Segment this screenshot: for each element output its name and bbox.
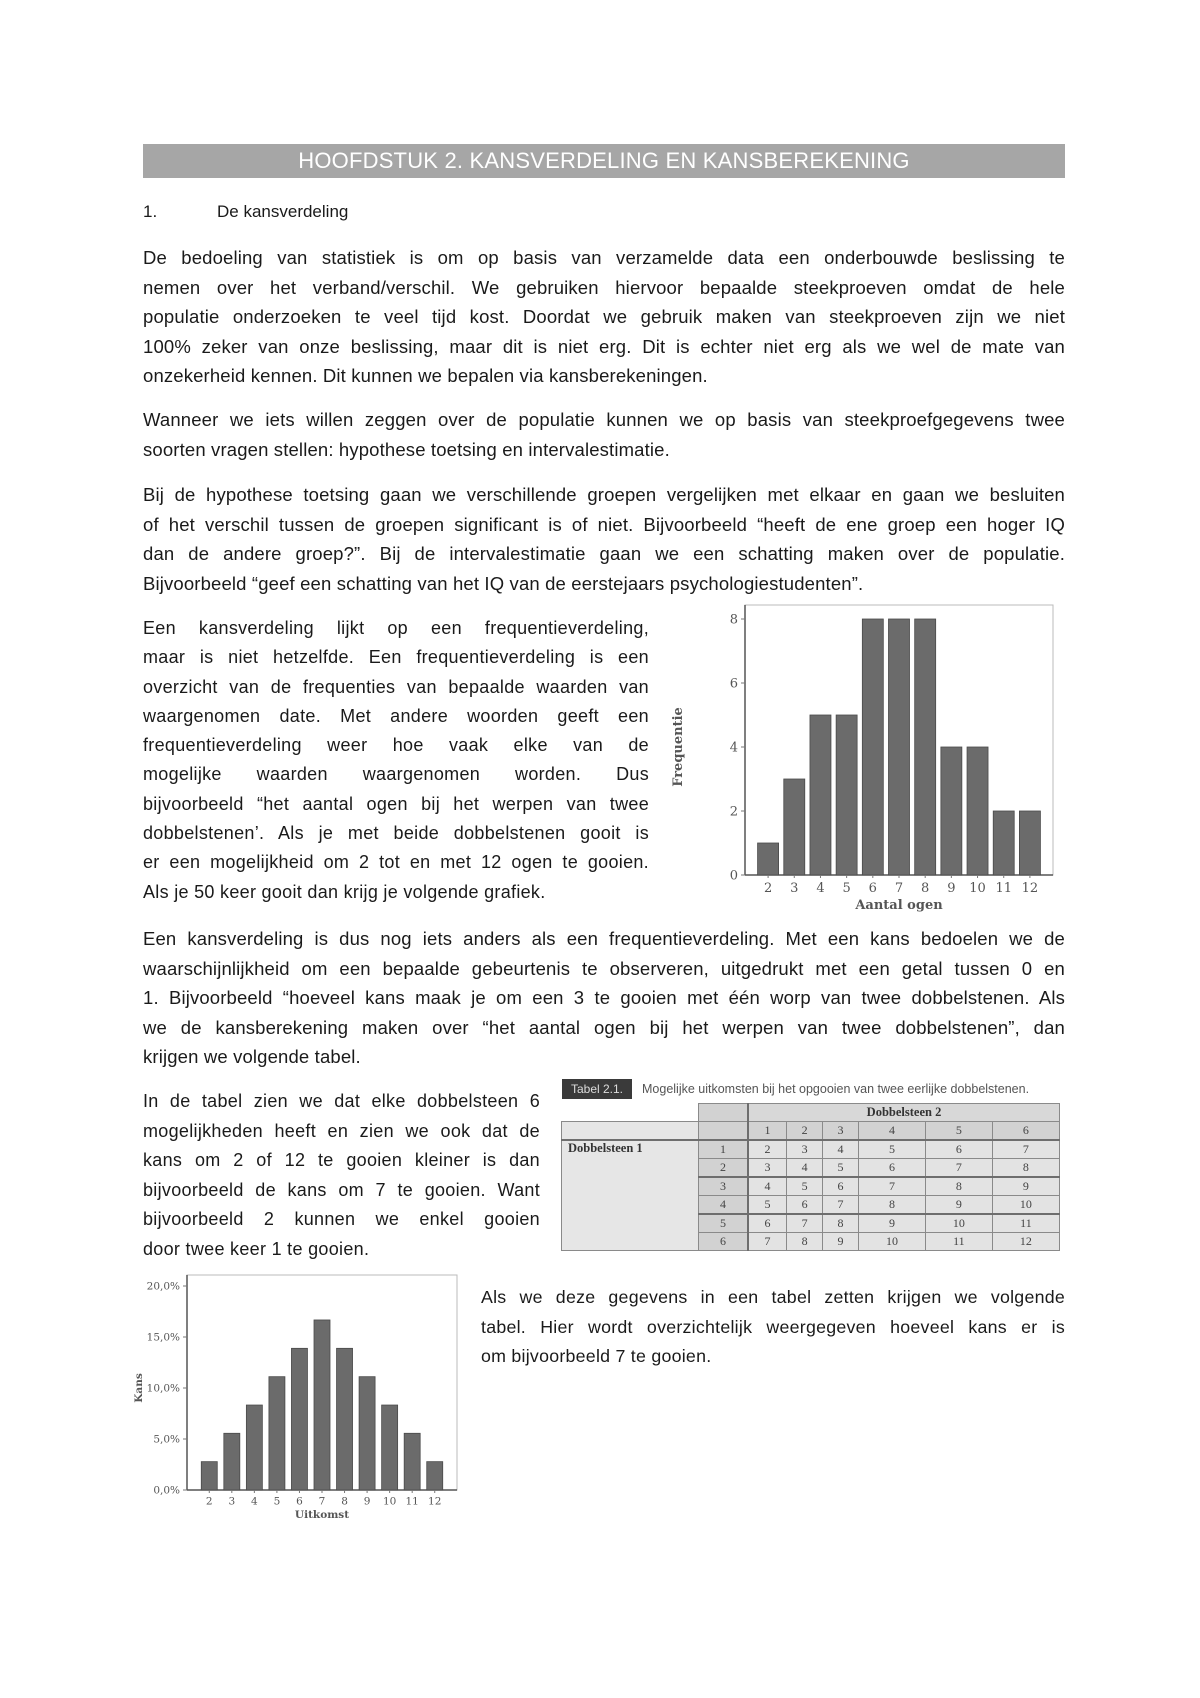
paragraph-line: soorten vragen stellen: hypothese toetsing en intervalestimatie.: [143, 438, 670, 460]
row-header: 3: [699, 1177, 749, 1196]
paragraph-line: kans om 2 of 12 te gooien kleiner is dan: [143, 1150, 540, 1170]
paragraph-line: waarschijnlijkheid om een bepaalde gebeurtenis te observeren, uitgedrukt met een getal tussen 0 en: [143, 957, 1065, 979]
x-tick-label: 5: [273, 1495, 281, 1508]
x-tick-label: 4: [816, 881, 825, 896]
x-tick-label: 12: [428, 1495, 442, 1508]
table-cell: 8: [823, 1214, 859, 1233]
x-tick-label: 9: [363, 1495, 371, 1508]
table-cell: 7: [992, 1140, 1059, 1159]
table-empty-cell: [562, 1122, 699, 1141]
table-cell: 4: [748, 1177, 787, 1196]
table-column-header-row: [562, 1122, 1060, 1141]
column-group-header: Dobbelsteen 2: [748, 1104, 1060, 1122]
table-cell: 4: [787, 1159, 823, 1178]
bar-6: [291, 1348, 307, 1490]
paragraph-line: frequentieverdeling weer hoe vaak elke van de: [143, 735, 649, 756]
paragraph-line: maar is niet hetzelfde. Een frequentieverdeling is een: [143, 647, 649, 668]
row-header: 5: [699, 1214, 749, 1233]
table-row: [562, 1140, 1060, 1159]
bar-6: [862, 619, 883, 875]
table-corner-cell: [562, 1104, 699, 1122]
bar-9: [941, 747, 962, 875]
table-cell: 2: [748, 1140, 787, 1159]
paragraph-line: Wanneer we iets willen zeggen over de populatie kunnen we op basis van steekproefgegevens twee: [143, 409, 1065, 430]
y-tick-label: 20,0%: [146, 1280, 180, 1293]
table-cell: 7: [748, 1233, 787, 1251]
table-cell: 6: [823, 1177, 859, 1196]
y-tick-label: 10,0%: [146, 1382, 180, 1395]
table-cell: 3: [787, 1140, 823, 1159]
table-cell: 9: [859, 1214, 926, 1233]
bar-7: [314, 1320, 330, 1490]
paragraph-line: Bijvoorbeeld “geef een schatting van het IQ van de eerstejaars psychologiestudenten”.: [143, 572, 864, 594]
section-title: De kansverdeling: [217, 202, 349, 221]
paragraph-line: bijvoorbeeld “het aantal ogen bij het werpen van twee: [143, 793, 649, 814]
table-label: Tabel 2.1.: [562, 1079, 632, 1099]
table-cell: 9: [925, 1196, 992, 1215]
table-cell: 5: [748, 1196, 787, 1215]
y-tick-label: 8: [729, 612, 738, 628]
bar-10: [382, 1405, 398, 1490]
paragraph-line: bijvoorbeeld 2 kunnen we enkel gooien: [143, 1209, 540, 1229]
bar-5: [269, 1377, 285, 1490]
paragraph-line: 100% zeker van onze beslissing, maar dit is niet erg. Dit is echter niet erg als we wel de mate van: [143, 335, 1065, 357]
bar-2: [201, 1462, 217, 1490]
frequency-bar-chart: [660, 600, 1070, 930]
paragraph-line: dobbelstenen’. Als je met beide dobbelstenen gooit is: [143, 823, 649, 844]
paragraph-line: door twee keer 1 te gooien.: [143, 1238, 370, 1259]
paragraph-hypothesis-testing: [143, 480, 1065, 598]
table-cell: 7: [787, 1214, 823, 1233]
table-cell: 8: [859, 1196, 926, 1215]
table-cell: 6: [925, 1140, 992, 1159]
table-cell: 7: [859, 1177, 926, 1196]
paragraph-table-explanation: [143, 1087, 540, 1264]
paragraph-line: mogelijkheden heeft en zien we ook dat de: [143, 1120, 540, 1141]
table-cell: 8: [925, 1177, 992, 1196]
paragraph-line: we de kansberekening maken over “het aantal ogen bij het werpen van twee dobbelstenen”, dan: [143, 1016, 1065, 1038]
table-header-row: [562, 1104, 1060, 1122]
table-cell: 10: [925, 1214, 992, 1233]
paragraph-line: er een mogelijkheid om 2 tot en met 12 ogen te gooien.: [143, 852, 649, 873]
column-header: 5: [925, 1122, 992, 1141]
paragraph-line: mogelijke waarden waargenomen worden. Dus: [143, 764, 649, 785]
paragraph-line: 1. Bijvoorbeeld “hoeveel kans maak je om een 3 te gooien met één worp van twee dobbelstenen. Als: [143, 987, 1065, 1008]
x-tick-label: 7: [318, 1495, 326, 1508]
x-tick-label: 3: [790, 881, 799, 896]
bar-11: [993, 811, 1014, 875]
bar-2: [758, 843, 779, 875]
table-caption: Mogelijke uitkomsten bij het opgooien van twee eerlijke dobbelstenen.: [642, 1082, 1030, 1096]
bar-8: [915, 619, 936, 875]
column-header: 3: [823, 1122, 859, 1141]
y-tick-label: 6: [729, 676, 738, 692]
paragraph-line: bijvoorbeeld de kans om 7 te gooien. Want: [143, 1179, 540, 1200]
probability-bar-chart: [130, 1270, 480, 1550]
paragraph-probability-distribution: [143, 924, 1065, 1072]
x-tick-label: 10: [382, 1495, 397, 1508]
y-tick-label: 5,0%: [153, 1433, 180, 1446]
dice-outcomes-table-figure: [561, 1078, 1061, 1258]
paragraph-line: waargenomen date. Met andere woorden geeft een: [143, 705, 649, 726]
y-tick-label: 15,0%: [146, 1331, 180, 1344]
paragraph-line: overzicht van de frequenties van bepaalde waarden van: [143, 676, 649, 697]
bar-4: [810, 715, 831, 875]
table-cell: 11: [992, 1214, 1059, 1233]
row-header: 6: [699, 1233, 749, 1251]
row-header: 2: [699, 1159, 749, 1178]
paragraph-line: om bijvoorbeeld 7 te gooien.: [481, 1346, 712, 1366]
table-cell: 5: [787, 1177, 823, 1196]
y-tick-label: 4: [729, 740, 738, 756]
row-header: 4: [699, 1196, 749, 1215]
paragraph-line: tabel. Hier wordt overzichtelijk weergegeven hoeveel kans er is: [481, 1316, 1065, 1337]
bar-5: [836, 715, 857, 875]
column-header: 1: [748, 1122, 787, 1141]
y-tick-label: 0: [729, 868, 738, 884]
y-axis-label: Kans: [133, 1373, 145, 1403]
table-cell: 10: [859, 1233, 926, 1251]
table-cell: 5: [823, 1159, 859, 1178]
row-header: 1: [699, 1140, 749, 1159]
table-cell: 9: [823, 1233, 859, 1251]
table-cell: 12: [992, 1233, 1059, 1251]
bar-12: [1019, 811, 1040, 875]
x-tick-label: 6: [868, 881, 877, 896]
section-heading: [143, 199, 348, 225]
bar-8: [337, 1348, 353, 1490]
table-corner-cell-2: [699, 1104, 749, 1122]
x-tick-label: 8: [921, 881, 930, 896]
x-axis-label: Uitkomst: [294, 1509, 350, 1522]
bar-3: [224, 1433, 240, 1490]
table-cell: 10: [992, 1196, 1059, 1215]
x-tick-label: 4: [251, 1495, 258, 1508]
column-header: 4: [859, 1122, 926, 1141]
paragraph-line: of het verschil tussen de groepen significant is of niet. Bijvoorbeeld “heeft de ene groep een hoger IQ: [143, 513, 1065, 535]
table-cell: 8: [992, 1159, 1059, 1178]
table-cell: 5: [859, 1140, 926, 1159]
paragraph-line: Een kansverdeling lijkt op een frequentieverdeling,: [143, 618, 649, 638]
x-tick-label: 8: [341, 1495, 348, 1508]
x-tick-label: 3: [228, 1495, 236, 1508]
paragraph-line: In de tabel zien we dat elke dobbelsteen 6: [143, 1091, 540, 1111]
x-tick-label: 7: [894, 881, 904, 896]
x-tick-label: 5: [842, 881, 851, 896]
paragraph-line: De bedoeling van statistiek is om op basis van verzamelde data een onderbouwde beslissing te: [143, 247, 1065, 268]
table-cell: 6: [859, 1159, 926, 1178]
paragraph-line: Een kansverdeling is dus nog iets anders als een frequentieverdeling. Met een kans bedoelen we de: [143, 928, 1065, 949]
paragraph-line: Als we deze gegevens in een tabel zetten krijgen we volgende: [481, 1287, 1065, 1307]
chapter-title: HOOFDSTUK 2. KANSVERDELING EN KANSBEREKENING: [143, 144, 1065, 178]
x-tick-label: 12: [1021, 881, 1039, 896]
table-cell: 9: [992, 1177, 1059, 1196]
table-cell: 7: [925, 1159, 992, 1178]
dice-outcomes-table: [561, 1103, 1060, 1251]
bar-3: [784, 779, 805, 875]
table-cell: 3: [748, 1159, 787, 1178]
paragraph-frequency-distribution: [143, 614, 649, 907]
x-tick-label: 11: [995, 881, 1013, 896]
bar-7: [889, 619, 910, 875]
paragraph-line: dan de andere groep?”. Bij de intervalestimatie gaan we een schatting maken over de populatie.: [143, 543, 1065, 564]
paragraph-question-types: [143, 405, 1065, 464]
bar-4: [246, 1405, 262, 1490]
table-cell: 6: [748, 1214, 787, 1233]
paragraph-probability-table: [481, 1283, 1065, 1372]
table-cell: 6: [787, 1196, 823, 1215]
x-tick-label: 11: [405, 1495, 419, 1508]
paragraph-line: Als je 50 keer gooit dan krijg je volgende grafiek.: [143, 881, 546, 902]
table-cell: 4: [823, 1140, 859, 1159]
y-tick-label: 0,0%: [153, 1484, 180, 1497]
bar-11: [404, 1433, 420, 1490]
paragraph-intro: [143, 243, 1065, 391]
paragraph-line: Bij de hypothese toetsing gaan we verschillende groepen vergelijken met elkaar en gaan we besluiten: [143, 484, 1065, 505]
paragraph-line: nemen over het verband/verschil. We gebruiken hiervoor bepaalde steekproeven omdat de hele: [143, 276, 1065, 298]
table-empty-header-cell: [699, 1122, 749, 1141]
paragraph-line: krijgen we volgende tabel.: [143, 1046, 361, 1067]
x-tick-label: 10: [969, 881, 986, 896]
x-tick-label: 2: [763, 881, 773, 896]
table-cell: 7: [823, 1196, 859, 1215]
row-group-header: Dobbelsteen 1: [562, 1140, 699, 1251]
x-tick-label: 2: [205, 1495, 213, 1508]
bar-10: [967, 747, 988, 875]
x-axis-label: Aantal ogen: [855, 897, 943, 913]
table-cell: 11: [925, 1233, 992, 1251]
x-tick-label: 6: [296, 1495, 303, 1508]
column-header: 6: [992, 1122, 1059, 1141]
y-tick-label: 2: [729, 804, 738, 820]
bar-12: [427, 1462, 443, 1490]
section-number: 1.: [143, 202, 158, 221]
y-axis-label: Frequentie: [671, 707, 686, 787]
table-cell: 8: [787, 1233, 823, 1251]
x-tick-label: 9: [947, 881, 956, 896]
paragraph-line: populatie onderzoeken te veel tijd kost. Doordat we gebruik maken van steekproeven zijn we niet: [143, 306, 1065, 327]
bar-9: [359, 1377, 375, 1490]
paragraph-line: onzekerheid kennen. Dit kunnen we bepalen via kansberekeningen.: [143, 365, 708, 386]
column-header: 2: [787, 1122, 823, 1141]
